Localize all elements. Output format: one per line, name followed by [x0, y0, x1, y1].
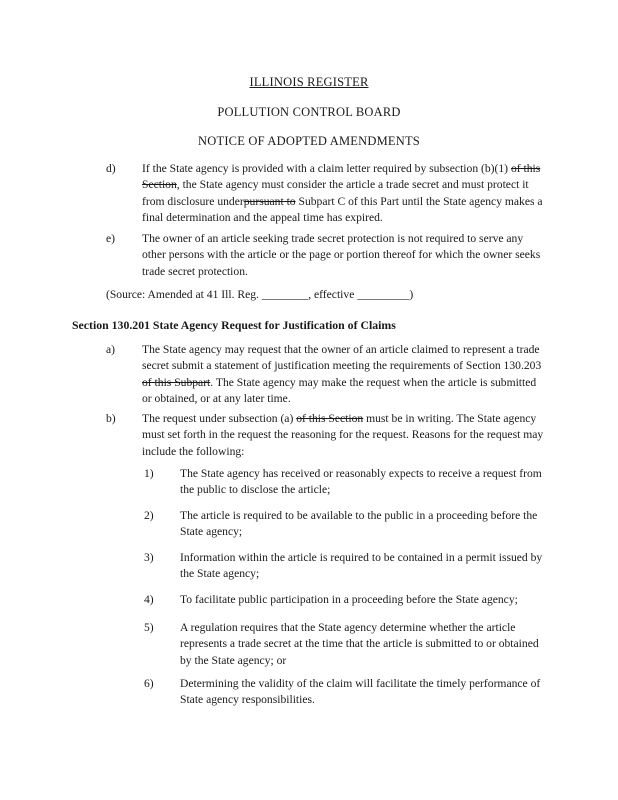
para-b-struck-1: of this Section	[296, 412, 364, 425]
para-b-text-1: The request under subsection (a)	[142, 412, 297, 425]
para-d-text-1: If the State agency is provided with a claim letter required by subsection (b)(1)	[142, 162, 511, 175]
list-item-5-text: A regulation requires that the State agency determine whether the article represents a trade secret at the time that the article is submitted to or obtained by the State agency; or	[180, 621, 539, 667]
para-a-text-2: . The State agency may make the request when the article is submitted or obtained, or at any later time.	[142, 375, 537, 406]
list-item-3-label: 3)	[144, 551, 154, 564]
para-b-label: b)	[106, 412, 116, 425]
register-title-text: ILLINOIS REGISTER	[249, 75, 369, 89]
list-item-1-label: 1)	[144, 467, 154, 480]
para-a-struck-1: of this Subpart	[142, 375, 211, 389]
para-a-text-1: The State agency may request that the owner of an article claimed to represent a trade secret submit a statement of justification meeting the requirements of Section 130.203	[142, 343, 542, 373]
source-note: (Source: Amended at 41 Ill. Reg. ________, effective _________)	[106, 288, 414, 301]
notice-title: NOTICE OF ADOPTED AMENDMENTS	[198, 134, 420, 148]
list-item-4-text: To facilitate public participation in a proceeding before the State agency;	[180, 593, 518, 606]
para-d-text-2: , the State agency must consider the article a trade secret and must protect it from disclosure under	[142, 178, 529, 208]
list-item-2-text: The article is required to be available to the public in a proceeding before the State agency;	[180, 509, 538, 539]
list-item-6-text: Determining the validity of the claim will facilitate the timely performance of State agency responsibilities.	[180, 677, 541, 707]
list-item-6-label: 6)	[144, 677, 154, 690]
para-d-struck-1: of this Section	[142, 162, 541, 192]
para-a-text	[142, 342, 544, 408]
para-d-text-3: Subpart C of this Part until the State agency makes a final determination and the appeal time has expired.	[142, 194, 543, 225]
para-a-label: a)	[106, 343, 116, 356]
list-item-3-text: Information within the article is required to be contained in a permit issued by the State agency;	[180, 551, 543, 581]
para-b-text-2: must be in writing. The State agency must set forth in the request the reasoning for the request. Reasons for the request may include the following:	[142, 412, 544, 458]
para-d-label: d)	[106, 162, 116, 175]
list-item-2-label: 2)	[144, 509, 154, 522]
list-item-5-label: 5)	[144, 621, 154, 634]
para-b-text	[142, 411, 544, 460]
list-item-4-label: 4)	[144, 593, 154, 606]
register-title	[0, 74, 618, 92]
para-e-label: e)	[106, 232, 116, 245]
list-item-1-text: The State agency has received or reasonably expects to receive a request from the public to disclose the article;	[180, 467, 542, 497]
board-title: POLLUTION CONTROL BOARD	[217, 105, 401, 119]
para-d-struck-2: pursuant to	[243, 194, 296, 208]
para-d-text	[142, 161, 544, 227]
para-e-text: The owner of an article seeking trade secret protection is not required to serve any other persons with the article or the page or portion thereof for which the owner seeks trade secret protection.	[142, 232, 541, 278]
section-heading: Section 130.201 State Agency Request for Justification of Claims	[72, 318, 396, 332]
